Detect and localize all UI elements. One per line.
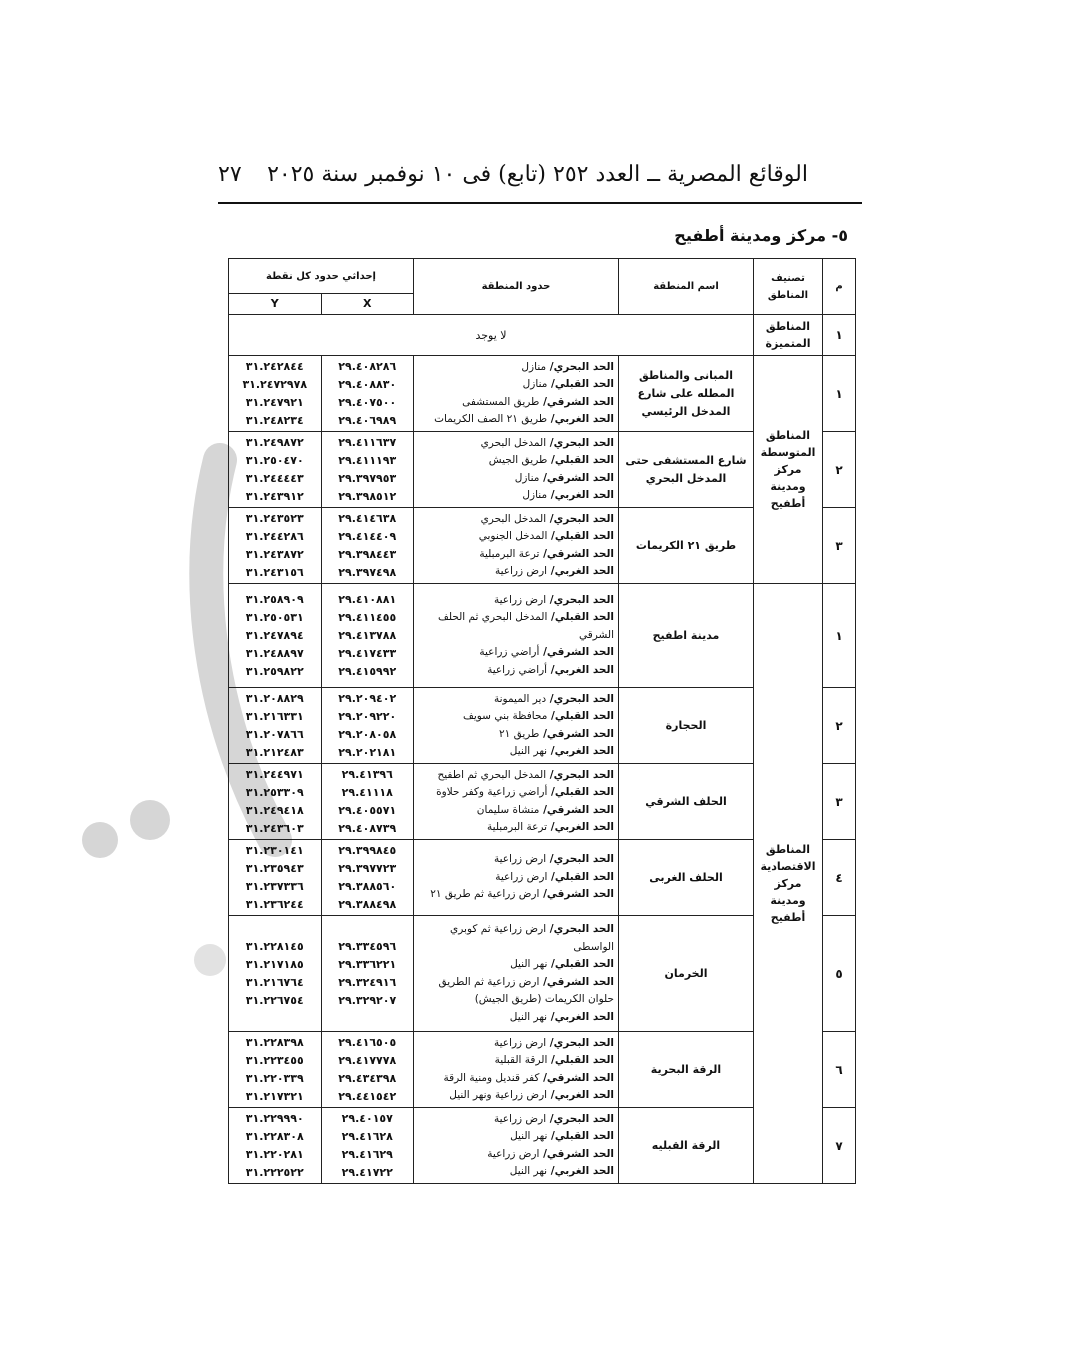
bound-value: ارض زراعية ثم طريق ٢١: [430, 888, 540, 901]
bound-label: الحد الغربي/: [547, 413, 614, 425]
bound-line: [418, 592, 614, 610]
bound-value: المدخل البحري: [480, 436, 547, 449]
bound-line: [418, 691, 614, 709]
section-title: ٥- مركز ومدينة أطفيح: [674, 226, 848, 245]
bound-line: [418, 869, 614, 887]
coord-y: ٣١.٢٢٠٢٨١: [245, 1147, 304, 1161]
coord-y: ٣١.٢٢٨١٤٥: [245, 939, 304, 953]
coord-y: ٣١.٢٤٢٨٤٤: [245, 359, 304, 373]
bound-label: الحد البحري/: [546, 1112, 614, 1125]
bound-value: ارض زراعية: [493, 593, 547, 606]
row-num: ٧: [823, 1108, 856, 1184]
bound-value: المدخل البحري ثم الحلف: [437, 611, 548, 624]
bound-line: [418, 1087, 614, 1105]
coord-x: ٢٩.٤١١٤٥٥: [338, 610, 397, 624]
bound-label: الحد البحري/: [546, 1036, 614, 1049]
bound-value: محافظة بني سويف: [462, 710, 548, 722]
bound-label: الحد البحري/: [546, 360, 614, 373]
coord-x: ٢٩.٤١٠٨٨١: [338, 592, 397, 606]
coord-x: ٢٩.٤٠٨٨٣٠: [338, 377, 397, 391]
area-name: الحلف الشرقي: [619, 764, 754, 840]
coord-y-cell: [229, 432, 322, 508]
coord-y: ٣١.٢٤٨٨٩٧: [245, 646, 304, 660]
coord-y: ٣١.٢٢٢٥٢٢: [245, 1165, 304, 1179]
coord-x: ٢٩.٣٢٤٩١٦: [338, 975, 397, 989]
coord-x: ٢٩.٣٣٤٥٩٦: [338, 939, 397, 953]
coord-x: ٢٩.٤١٦٢٩: [341, 1147, 393, 1161]
coord-x-cell: [321, 840, 414, 916]
coord-x: ٢٩.٤١١١٩٣: [338, 453, 397, 467]
bound-label: الحد القبلي/: [547, 611, 614, 624]
area-name: مدينة اطفيح: [619, 584, 754, 688]
row-num: ١: [823, 584, 856, 688]
coord-y-cell: [229, 1032, 322, 1108]
bound-line: [418, 956, 614, 974]
coord-y: ٣١.٢٥٠٥٣١: [245, 610, 304, 624]
col-num-header: م: [823, 259, 856, 315]
area-name: الحلف الغربى: [619, 840, 754, 916]
area-bounds: [414, 508, 619, 584]
coord-x: ٢٩.٣٨٨٤٩٨: [338, 897, 397, 911]
coord-y-cell: [229, 840, 322, 916]
coord-y: ٣١.٢٥٨٩٠٩: [245, 592, 304, 606]
bound-label: الحد الشرقي/: [539, 803, 614, 816]
bound-value: منازل: [522, 378, 548, 390]
bound-line: [418, 411, 614, 429]
bound-label: الحد الغربي/: [547, 1165, 614, 1177]
coord-y: ٣١.٢٤٤٤٤٣: [245, 471, 304, 485]
bound-value: ارض زراعية ثم الطريق: [438, 975, 540, 988]
bound-line: [418, 1128, 614, 1146]
coord-x: ٢٩.٣٨٨٥٦٠: [338, 879, 397, 893]
coord-x: ٢٩.٣٩٧٩٥٣: [338, 471, 397, 485]
bound-value: ترعة البرمبلية: [479, 547, 540, 560]
area-bounds: [414, 688, 619, 764]
coord-x-cell: [321, 1032, 414, 1108]
coord-y: ٣١.٢٤٣٥٢٣: [245, 511, 304, 525]
coord-x: ٢٩.٤١٧٢٢: [341, 1165, 393, 1179]
coord-y: ٣١.٢٤٣٨٧٢: [245, 547, 304, 561]
bound-label: الحد القبلي/: [547, 1054, 614, 1066]
coord-x-cell: [321, 584, 414, 688]
coord-y: ٣١.٢٤٣٩١٢: [245, 489, 304, 503]
coord-y: ٣١.٢٠٨٨٢٩: [245, 691, 304, 705]
row-num: ٢: [823, 688, 856, 764]
coord-x: ٢٩.٤٠٥٥٧١: [338, 803, 397, 817]
bound-value: ارض زراعية ثم كوبري: [450, 923, 547, 935]
bound-label: الحد القبلي/: [547, 530, 614, 542]
bound-line: [418, 784, 614, 802]
bound-value: ترعة البرمبلية: [487, 821, 548, 833]
bound-line: [418, 1111, 614, 1129]
col-y-header: Y: [229, 294, 322, 315]
coord-x-cell: [321, 508, 414, 584]
coord-y: ٣١.٢٤٨٢٣٤: [245, 413, 304, 427]
bound-line: [418, 1070, 614, 1088]
bound-line: [418, 1163, 614, 1181]
bound-label: الحد الشرقي/: [539, 471, 614, 484]
area-name: الرقة القبليه: [619, 1108, 754, 1184]
coord-y: ٣١.٢٤٣١٥٦: [245, 565, 304, 579]
coord-y: ٣١.٢١٧٣٢١: [245, 1089, 304, 1103]
bound-line: [418, 819, 614, 837]
bound-line: [418, 359, 614, 377]
row-classification: المناطق الاقتصادية مركز ومدينة أطفيح: [754, 584, 823, 1184]
bound-value: ارض زراعية: [487, 1147, 540, 1160]
row-classification: المناطق المتميزة: [754, 315, 823, 356]
coord-x: ٢٩.٣٣٦٢٢١: [338, 957, 397, 971]
bound-label: الحد القبلي/: [547, 710, 614, 722]
coord-y: ٣١.٢٢٠٣٣٩: [245, 1071, 304, 1085]
bound-line: [418, 1009, 614, 1027]
bound-value: ارض زراعية: [493, 853, 547, 866]
bound-line: [418, 886, 614, 904]
coord-y: ٣١.٢١٦٧٦٤: [245, 975, 304, 989]
area-bounds: [414, 432, 619, 508]
area-bounds: [414, 356, 619, 432]
bound-value: أراضي زراعية: [487, 663, 548, 676]
coord-x: ٢٩.٤٠٨٢٨٦: [338, 359, 397, 373]
bound-line: [418, 528, 614, 546]
bound-label: الحد الشرقي/: [539, 1147, 614, 1160]
bound-value: أراضي زراعية وكفر حلاوة: [436, 786, 548, 798]
bound-label: الحد الغربي/: [547, 489, 614, 501]
bound-label: الحد البحري/: [546, 512, 614, 525]
bound-label: الحد البحري/: [546, 692, 614, 705]
bound-value: الرقة القبلية: [494, 1054, 548, 1066]
table-body: [229, 315, 856, 1184]
coord-x: ٢٩.٤١٤٤٠٩: [338, 529, 397, 543]
coord-y: ٣١.٢٣٦٢٤٤: [245, 897, 304, 911]
coord-x: ٢٩.٣٩٩٨٤٥: [338, 843, 397, 857]
coord-y: ٣١.٢٤٧٩٢١: [245, 395, 304, 409]
bound-value: المدخل الجنوبي: [478, 530, 548, 542]
coord-y: ٣١.٢١٢٤٨٣: [245, 745, 304, 759]
coord-x: ٢٩.٤٠٨٧٣٩: [338, 821, 397, 835]
coord-x: ٢٩.٢٠٢١٨١: [338, 745, 397, 759]
bound-line: [418, 974, 614, 992]
coord-x: ٢٩.٢٠٩٢٢٠: [338, 709, 397, 723]
area-name: المبانى والمناطق المطله على شارع المدخل الرئيسي: [619, 356, 754, 432]
bound-line: [418, 627, 614, 645]
area-bounds: [414, 764, 619, 840]
bound-label: الحد الغربي/: [547, 1010, 614, 1023]
bound-value: ارض زراعية: [493, 1036, 547, 1049]
coord-y: ٣١.٢٤٧٨٩٤: [245, 628, 304, 642]
coord-y: ٣١.٢٢٩٩٩٠: [245, 1111, 304, 1125]
bound-value: منشاة سليمان: [476, 803, 540, 816]
coord-x: ٢٩.٤٠٧٥٠٠: [338, 395, 397, 409]
bound-line: [418, 991, 614, 1009]
coord-y: ٣١.٢٥٠٤٧٠: [245, 453, 304, 467]
page-number: ٢٧: [218, 161, 242, 187]
bound-line: [418, 394, 614, 412]
coord-x: ٢٩.٤١٧٧٧٨: [338, 1053, 397, 1067]
coord-x: ٢٩.٤٤١٥٤٢: [338, 1089, 397, 1103]
row-num: ١: [823, 315, 856, 356]
coord-y: ٣١.٢٥٩٨٢٢: [245, 664, 304, 678]
bound-line: [418, 487, 614, 505]
bound-label: الحد القبلي/: [547, 870, 614, 883]
bound-value: طريق المستشفى: [462, 395, 540, 408]
coord-y: ٣١.٢٠٧٨٦٦: [245, 727, 304, 741]
bound-value: ارض زراعية ونهر النيل: [449, 1089, 548, 1101]
bound-label: الحد الشرقي/: [539, 727, 614, 740]
coord-y-cell: [229, 764, 322, 840]
row-num: ٤: [823, 840, 856, 916]
coord-x: ٢٩.٤١١٦٣٧: [338, 435, 397, 449]
col-x-header: X: [321, 294, 414, 315]
bound-line: [418, 708, 614, 726]
bound-value: المدخل البحري ثم اطفيح: [437, 768, 547, 781]
coord-x: ٢٩.٤٣٤٣٩٨: [338, 1071, 397, 1085]
bound-label: الحد الغربي/: [547, 565, 614, 577]
bound-line: [418, 470, 614, 488]
coord-x: ٢٩.٤١٣٩٦: [341, 767, 393, 781]
bound-value: ارض زراعية: [495, 870, 548, 883]
coord-y: ٣١.٢٣٠١٤١: [245, 843, 304, 857]
coord-y: ٣١.٢٣٥٩٤٣: [245, 861, 304, 875]
coord-y: ٣١.٢١٧١٨٥: [245, 957, 304, 971]
table-row: [229, 356, 856, 432]
bound-label: الحد الغربي/: [547, 745, 614, 757]
col-coords-header: إحداثي حدود كل نقطة: [229, 259, 414, 294]
bound-value: نهر النيل: [510, 958, 548, 970]
coord-y: ٣١.٢٤٣٦٠٣: [245, 821, 304, 835]
bound-value: منازل: [521, 360, 547, 373]
bound-label: الحد الشرقي/: [539, 395, 614, 408]
zones-table: [228, 258, 856, 1184]
coord-y-cell: [229, 688, 322, 764]
coord-x: ٢٩.٤١٦٢٨: [341, 1129, 393, 1143]
coord-x-cell: [321, 764, 414, 840]
row-num: ٢: [823, 432, 856, 508]
bound-value: حلوان الكريمات (طريق الجيش): [474, 993, 614, 1005]
coord-y: ٣١.٢٤٩٨٧٢: [245, 435, 304, 449]
coord-x: ٢٩.٤١٤٦٣٨: [338, 511, 397, 525]
bound-value: نهر النيل: [509, 745, 548, 757]
coord-y: ٣١.٢٢٨٣٩٨: [245, 1035, 304, 1049]
coord-x: ٢٩.٤٠١٥٧: [341, 1111, 393, 1125]
bound-line: [418, 662, 614, 680]
bound-line: [418, 767, 614, 785]
bound-value: ارض زراعية: [494, 565, 548, 577]
row-num: ٦: [823, 1032, 856, 1108]
coord-x: ٢٩.٣٩٧٤٩٨: [338, 565, 397, 579]
table-row-distinguished: [229, 315, 856, 356]
bound-value: طريق الجيش: [488, 454, 548, 466]
coord-y: ٣١.٢٤٩٤١٨: [245, 803, 304, 817]
coord-y: ٣١.٢٥٣٣٠٩: [245, 785, 304, 799]
coord-x: ٢٩.٢٠٨٠٥٨: [338, 727, 397, 741]
coord-x-cell: [321, 432, 414, 508]
coord-x: ٢٩.٣٩٨٥١٢: [338, 489, 397, 503]
bound-value: نهر النيل: [509, 1165, 548, 1177]
bound-label: الحد الشرقي/: [539, 547, 614, 560]
row-classification: المناطق المتوسطة مركز ومدينة أطفيح: [754, 356, 823, 584]
area-bounds: [414, 916, 619, 1032]
row-num: ٣: [823, 508, 856, 584]
bound-label: الحد الشرقي/: [539, 1071, 614, 1084]
bound-label: الحد القبلي/: [547, 1130, 614, 1142]
coord-x: ٢٩.٤١١١٨: [341, 785, 393, 799]
bound-label: الحد القبلي/: [547, 378, 614, 390]
bound-line: [418, 1052, 614, 1070]
bound-value: أراضي زراعية: [479, 646, 540, 659]
bound-line: [418, 563, 614, 581]
coord-x: ٢٩.٤١٣٧٨٨: [338, 628, 397, 642]
none-text: لا يوجد: [229, 315, 754, 356]
row-num: ١: [823, 356, 856, 432]
bound-line: [418, 376, 614, 394]
coord-y: ٣١.٢٢٨٣٠٨: [245, 1129, 304, 1143]
bound-line: [418, 511, 614, 529]
col-bounds-header: حدود المنطقة: [414, 259, 619, 315]
area-bounds: [414, 1108, 619, 1184]
bound-line: [418, 644, 614, 662]
bound-label: الحد القبلي/: [547, 786, 614, 798]
bound-line: [418, 1035, 614, 1053]
bound-label: الحد البحري/: [546, 853, 614, 866]
row-num: ٣: [823, 764, 856, 840]
bound-label: الحد الشرقي/: [539, 646, 614, 659]
coord-y: ٣١.٢٢٦٧٥٤: [245, 993, 304, 1007]
coord-x: ٢٩.٣٩٨٤٤٣: [338, 547, 397, 561]
bound-label: الحد البحري/: [546, 768, 614, 781]
bound-value: المدخل البحري: [480, 512, 547, 525]
bound-value: الواسطى: [573, 940, 614, 953]
bound-label: الحد الغربي/: [547, 663, 614, 676]
bound-value: دير الميمونة: [493, 692, 547, 705]
row-num: ٥: [823, 916, 856, 1032]
bound-label: الحد الغربي/: [547, 1089, 614, 1101]
header-rule: [218, 202, 862, 204]
area-bounds: [414, 1032, 619, 1108]
coord-y: ٣١.٢١٦٣٣١: [245, 709, 304, 723]
bound-label: الحد الشرقي/: [539, 888, 614, 901]
area-bounds: [414, 840, 619, 916]
bound-line: [418, 851, 614, 869]
bound-line: [418, 802, 614, 820]
bound-value: الشرقي: [578, 628, 614, 641]
coord-y: ٣١.٢٤٤٩٧١: [245, 767, 304, 781]
bound-line: [418, 939, 614, 957]
coord-x: ٢٩.٤٠٦٩٨٩: [338, 413, 397, 427]
bound-value: طريق ٢١: [498, 727, 540, 740]
area-name: الرقة البحرية: [619, 1032, 754, 1108]
bound-value: منازل: [522, 489, 548, 501]
coord-y: ٣١.٢٢٣٤٥٥: [245, 1053, 304, 1067]
coord-y-cell: [229, 584, 322, 688]
bound-value: كفر قنديل ومنية الرقة: [443, 1071, 540, 1084]
area-name: طريق ٢١ الكريمات: [619, 508, 754, 584]
bound-label: الحد البحري/: [546, 593, 614, 606]
bound-line: [418, 452, 614, 470]
bound-label: الحد القبلي/: [547, 958, 614, 970]
bound-value: ارض زراعية: [493, 1112, 547, 1125]
coord-y-cell: [229, 916, 322, 1032]
coord-y: ٣١.٢٤٤٢٨٦: [245, 529, 304, 543]
coord-x: ٢٩.٣٢٩٢٠٧: [338, 993, 397, 1007]
bound-label: الحد القبلي/: [547, 454, 614, 466]
coord-y: ٣١.٢٣٧٣٣٦: [245, 879, 304, 893]
bound-label: الحد الشرقي/: [539, 975, 614, 988]
bound-line: [418, 546, 614, 564]
area-bounds: [414, 584, 619, 688]
coord-y-cell: [229, 508, 322, 584]
area-name: الحجارة: [619, 688, 754, 764]
coord-y-cell: [229, 1108, 322, 1184]
coord-x-cell: [321, 916, 414, 1032]
bound-label: الحد البحري/: [546, 436, 614, 449]
bound-line: [418, 435, 614, 453]
coord-x-cell: [321, 356, 414, 432]
coord-x: ٢٩.٣٩٧٧٢٣: [338, 861, 397, 875]
bound-value: نهر النيل: [509, 1010, 548, 1023]
header-title: الوقائع المصرية ــ العدد ٢٥٢ (تابع) فى ١٠ نوفمبر سنة ٢٠٢٥: [267, 161, 808, 187]
area-name: شارع المستشفى حتى المدخل البحري: [619, 432, 754, 508]
page-header: [218, 156, 808, 192]
coord-x: ٢٩.٤١٧٤٣٣: [338, 646, 397, 660]
bound-value: نهر النيل: [510, 1130, 548, 1142]
bound-label: الحد البحري/: [546, 923, 614, 935]
bound-line: [418, 726, 614, 744]
table-row: [229, 584, 856, 688]
col-area-name-header: اسم المنطقة: [619, 259, 754, 315]
coord-x: ٢٩.٢٠٩٤٠٢: [338, 691, 397, 705]
bound-line: [418, 743, 614, 761]
bound-line: [418, 609, 614, 627]
col-classification-header: تصنيف المناطق: [754, 259, 823, 315]
bound-value: طريق ٢١ الصف الكريمات: [434, 413, 548, 425]
coord-x-cell: [321, 1108, 414, 1184]
bound-value: منازل: [514, 471, 540, 484]
bound-label: الحد الغربي/: [547, 821, 614, 833]
area-name: الخرمان: [619, 916, 754, 1032]
bound-line: [418, 921, 614, 939]
coord-y-cell: [229, 356, 322, 432]
coord-x-cell: [321, 688, 414, 764]
bound-line: [418, 1146, 614, 1164]
table-header-row: [229, 259, 856, 294]
coord-y: ٣١.٢٤٧٢٩٧٨: [242, 377, 308, 391]
coord-x: ٢٩.٤١٦٥٠٥: [338, 1035, 397, 1049]
coord-x: ٢٩.٤١٥٩٩٢: [338, 664, 397, 678]
